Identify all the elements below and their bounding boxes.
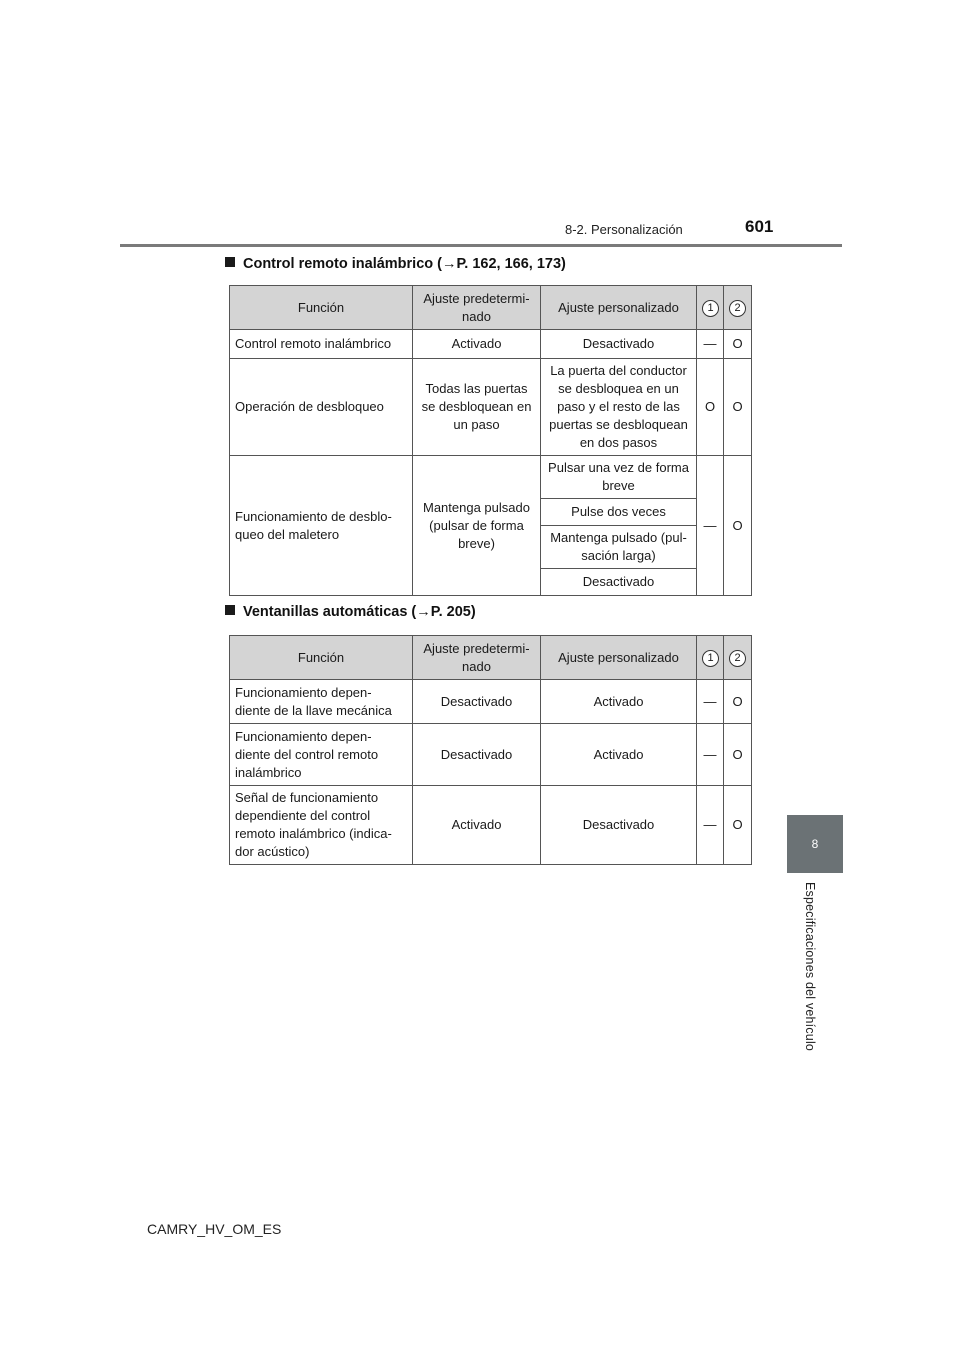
- header-rule: [120, 244, 842, 247]
- cell-custom-option: Desactivado: [541, 569, 697, 596]
- col-mark-2: [724, 286, 752, 330]
- table-row: [230, 786, 752, 865]
- footer-manual-code: CAMRY_HV_OM_ES: [147, 1221, 282, 1237]
- cell-mark-1: —: [697, 680, 724, 724]
- square-bullet-icon: [225, 605, 235, 615]
- cell-mark-1: —: [697, 786, 724, 865]
- table-row: [230, 456, 752, 499]
- heading-text: Control remoto inalámbrico (: [243, 256, 442, 272]
- cell-default: Desactivado: [413, 680, 541, 724]
- chapter-title-vertical: Especificaciones del vehículo: [803, 882, 817, 1052]
- cell-default: Todas las puertas se desbloquean en un paso: [413, 359, 541, 456]
- cell-default: Desactivado: [413, 724, 541, 786]
- cell-function: Operación de desbloqueo: [230, 359, 413, 456]
- arrow-right-icon: →: [442, 256, 457, 272]
- table-header-row: [230, 636, 752, 680]
- col-default: Ajuste predetermi- nado: [413, 636, 541, 680]
- col-function: Función: [230, 636, 413, 680]
- cell-custom: Desactivado: [541, 330, 697, 359]
- square-bullet-icon: [225, 257, 235, 267]
- heading-ref: P. 162, 166, 173): [456, 256, 566, 272]
- cell-mark-2: O: [724, 456, 752, 596]
- table-row: [230, 330, 752, 359]
- col-mark-2: [724, 636, 752, 680]
- col-mark-1: [697, 636, 724, 680]
- table-header-row: [230, 286, 752, 330]
- cell-custom: Activado: [541, 724, 697, 786]
- col-custom: Ajuste personalizado: [541, 636, 697, 680]
- cell-mark-2: O: [724, 680, 752, 724]
- cell-function: Funcionamiento depen- diente de la llave mecánica: [230, 680, 413, 724]
- cell-default: Mantenga pulsado (pulsar de forma breve): [413, 456, 541, 596]
- table-row: [230, 724, 752, 786]
- cell-mark-1: —: [697, 724, 724, 786]
- cell-default: Activado: [413, 786, 541, 865]
- chapter-tab: 8: [787, 815, 843, 873]
- table-row: [230, 359, 752, 456]
- circled-2-icon: 2: [729, 650, 746, 667]
- cell-custom: Desactivado: [541, 786, 697, 865]
- remote-control-table: [229, 285, 752, 596]
- cell-default: Activado: [413, 330, 541, 359]
- circled-1-icon: 1: [702, 650, 719, 667]
- cell-function: Funcionamiento depen- diente del control remoto inalámbrico: [230, 724, 413, 786]
- cell-custom-option: Pulse dos veces: [541, 499, 697, 526]
- cell-function: Control remoto inalámbrico: [230, 330, 413, 359]
- col-function: Función: [230, 286, 413, 330]
- cell-mark-2: O: [724, 330, 752, 359]
- section-heading-windows: [225, 604, 476, 620]
- cell-custom: La puerta del conductor se desbloquea en un paso y el resto de las puertas se desbloquean en dos pasos: [541, 359, 697, 456]
- cell-mark-1: O: [697, 359, 724, 456]
- col-default: Ajuste predetermi- nado: [413, 286, 541, 330]
- heading-text: Ventanillas automáticas (: [243, 604, 417, 620]
- cell-custom-option: Mantenga pulsado (pul- sación larga): [541, 526, 697, 569]
- cell-function: Funcionamiento de desblo- queo del maletero: [230, 456, 413, 596]
- cell-mark-2: O: [724, 359, 752, 456]
- table-row: [230, 680, 752, 724]
- circled-2-icon: 2: [729, 300, 746, 317]
- heading-ref: P. 205): [430, 604, 476, 620]
- cell-function: Señal de funcionamiento dependiente del control remoto inalámbrico (indica- dor acústico): [230, 786, 413, 865]
- header-section-title: 8-2. Personalización: [565, 222, 683, 237]
- col-custom: Ajuste personalizado: [541, 286, 697, 330]
- cell-mark-1: —: [697, 330, 724, 359]
- cell-custom: Activado: [541, 680, 697, 724]
- cell-mark-2: O: [724, 724, 752, 786]
- arrow-right-icon: →: [416, 604, 431, 620]
- circled-1-icon: 1: [702, 300, 719, 317]
- page-number: 601: [745, 217, 774, 236]
- col-mark-1: [697, 286, 724, 330]
- cell-custom-option: Pulsar una vez de forma breve: [541, 456, 697, 499]
- section-heading-remote: [225, 256, 566, 272]
- cell-mark-1: —: [697, 456, 724, 596]
- cell-mark-2: O: [724, 786, 752, 865]
- power-windows-table: [229, 635, 752, 865]
